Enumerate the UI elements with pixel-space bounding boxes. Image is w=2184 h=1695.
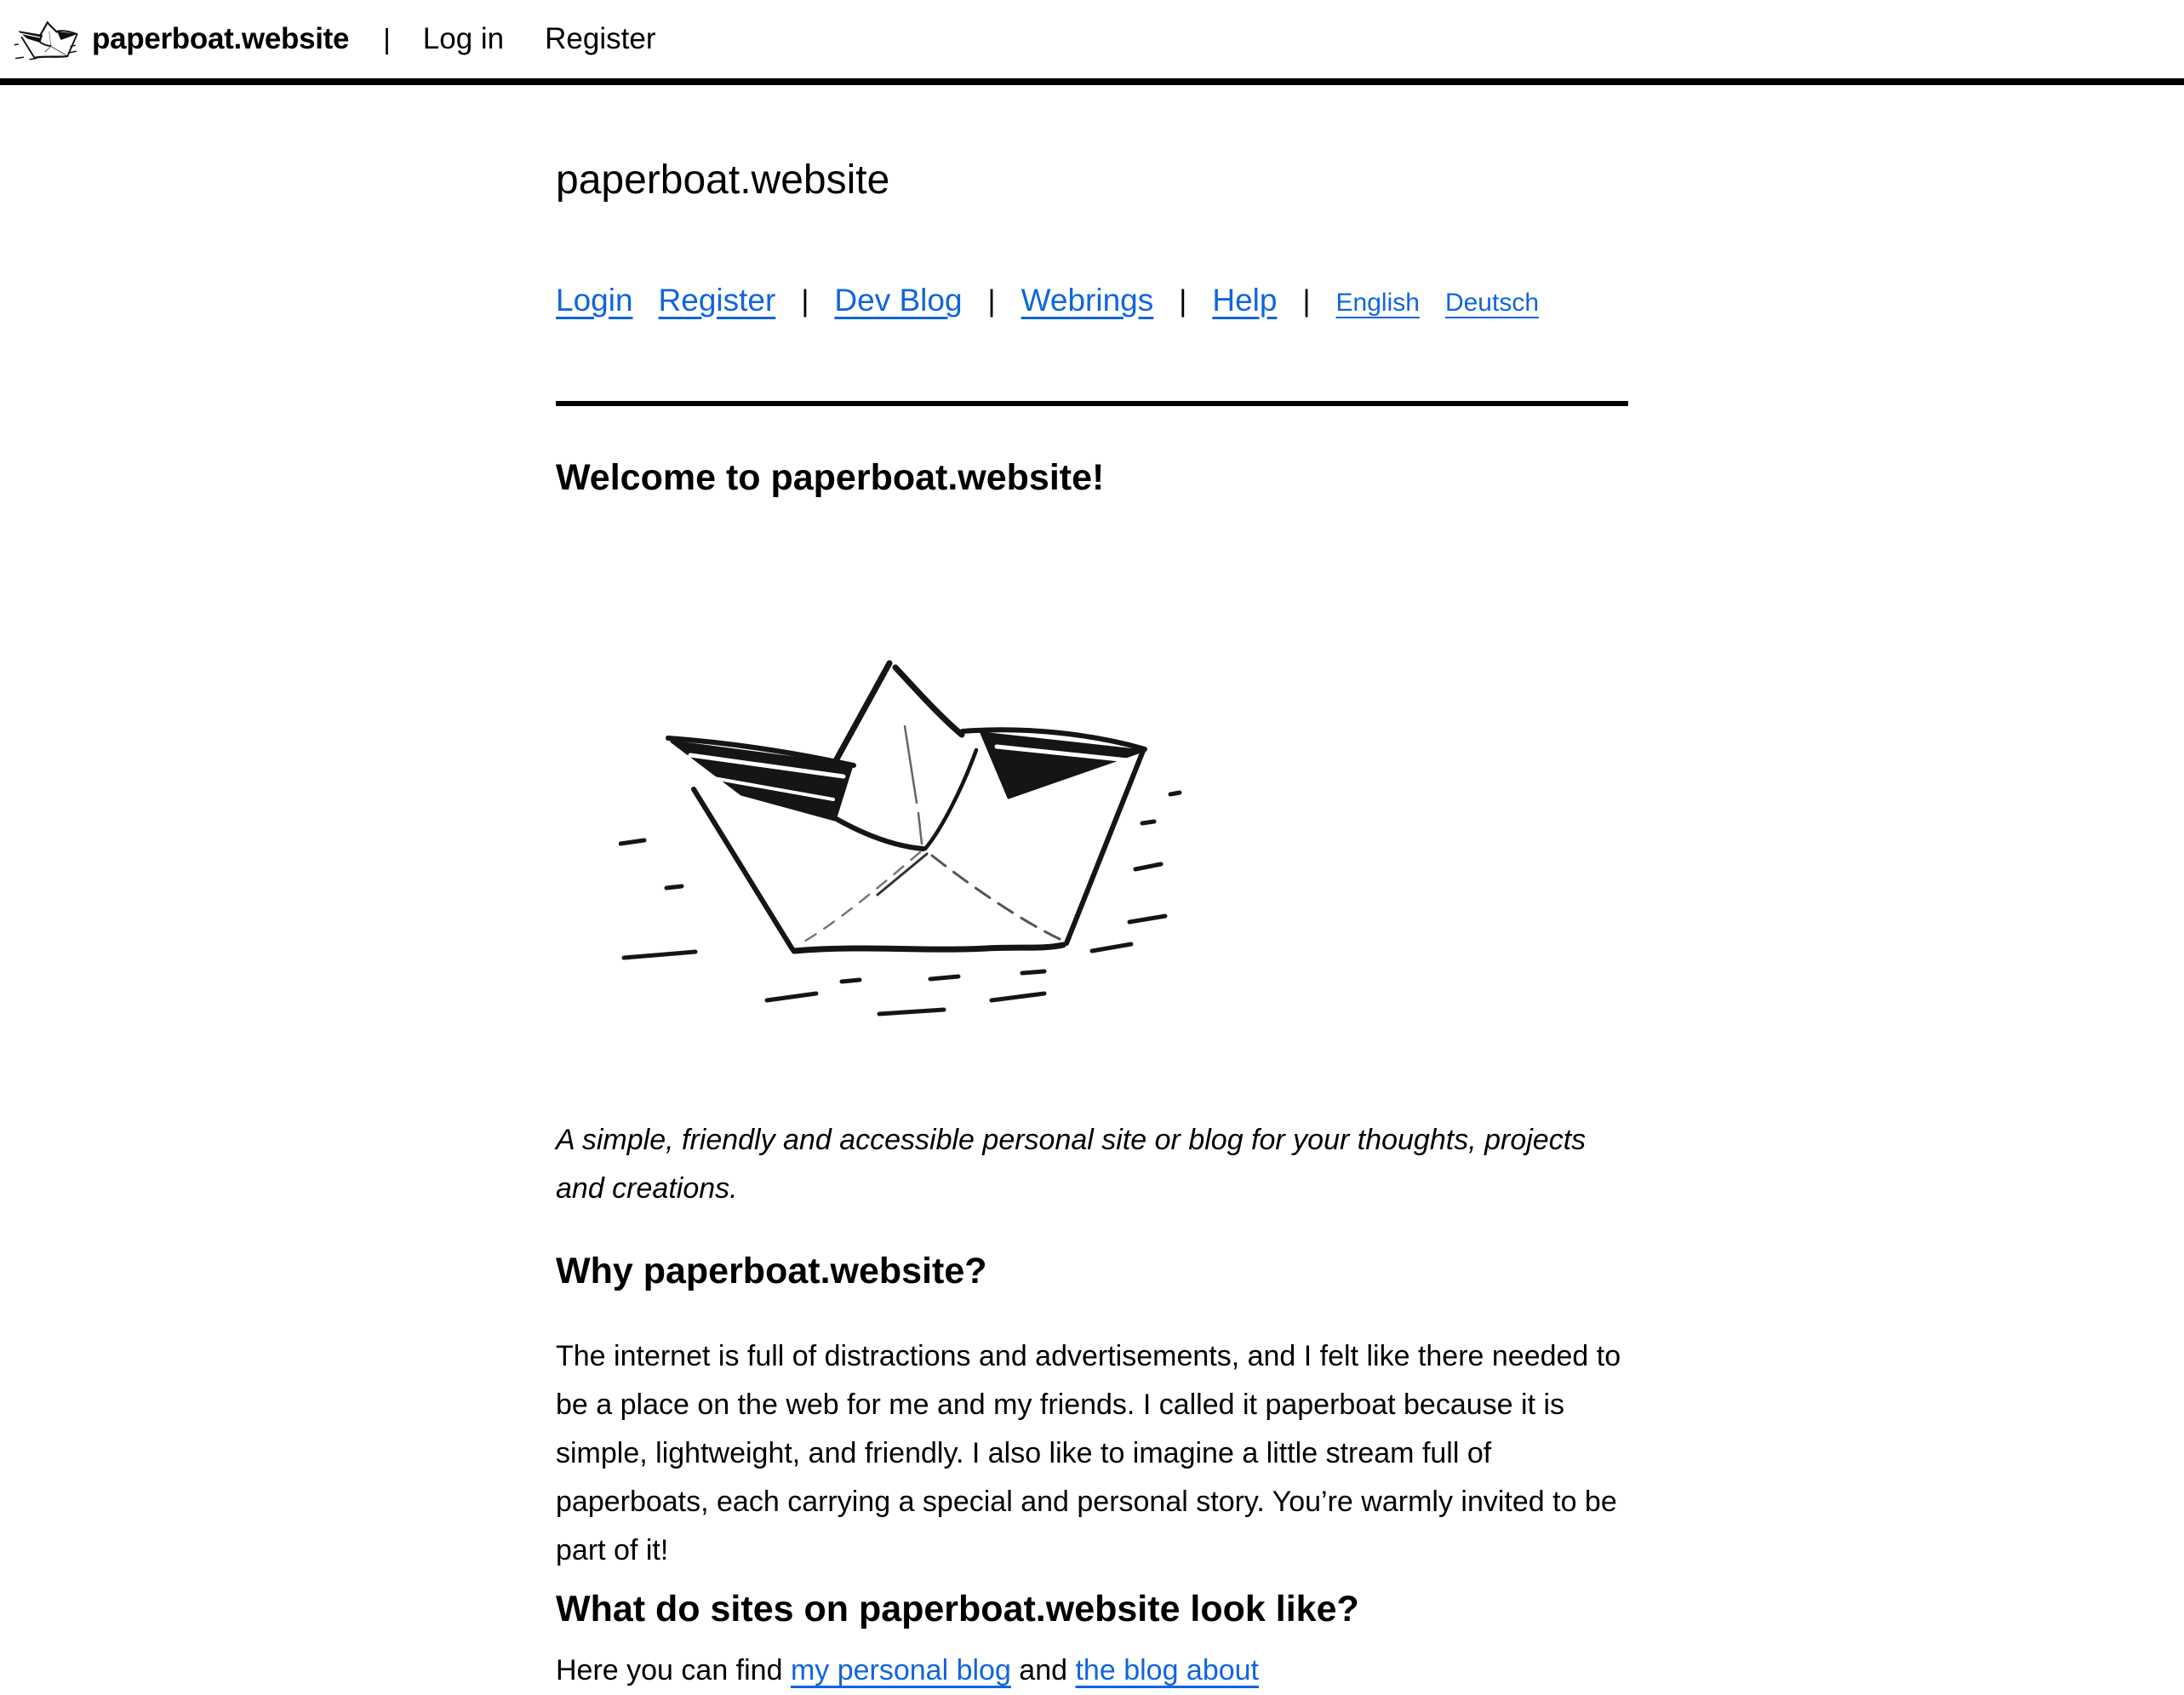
nav-language-deutsch-link[interactable]: Deutsch: [1444, 289, 1540, 317]
personal-blog-link[interactable]: my personal blog: [790, 1654, 1011, 1686]
header-separator: |: [383, 23, 391, 54]
nav-separator: |: [801, 284, 809, 318]
paperboat-drawing: [619, 638, 1232, 1029]
site-brand: paperboat.website: [92, 22, 350, 55]
nav-dev-blog-link[interactable]: Dev Blog: [834, 283, 963, 318]
welcome-heading: Welcome to paperboat.website!: [556, 457, 1105, 498]
paperboat-logo-icon: [14, 20, 78, 60]
look-heading: What do sites on paperboat.website look like?: [556, 1589, 1359, 1629]
content-column: [556, 157, 1628, 1695]
why-paragraph: The internet is full of distractions and advertisements, and I felt like there needed to be a place on the web for me and my friends. I called it paperboat because it is simple, lightweight, and friendly. I also like to imagine a little stream full of paperboats, each carrying a special and personal story. You’re warmly invited to be part of it!: [556, 1340, 1621, 1566]
look-paragraph-prefix: Here you can find: [556, 1654, 791, 1686]
nav-help-link[interactable]: Help: [1212, 283, 1278, 318]
nav-language-english-link[interactable]: English: [1335, 289, 1420, 317]
register-link[interactable]: Register: [545, 22, 656, 55]
why-heading: Why paperboat.website?: [556, 1251, 987, 1291]
look-paragraph: [556, 1646, 1628, 1695]
paperboat-illustration: [619, 638, 1232, 1029]
site-nav: [556, 281, 1628, 323]
nav-login-link[interactable]: Login: [556, 283, 633, 318]
content-divider: [556, 401, 1628, 406]
nav-separator: |: [1179, 284, 1187, 318]
nav-separator: |: [987, 284, 996, 318]
nav-register-link[interactable]: Register: [658, 283, 776, 318]
look-paragraph-middle: and: [1010, 1654, 1076, 1686]
about-blog-link[interactable]: the blog about: [1075, 1654, 1260, 1686]
tagline: A simple, friendly and accessible personal site or blog for your thoughts, projects and creations.: [556, 1124, 1587, 1205]
nav-webrings-link[interactable]: Webrings: [1021, 283, 1154, 318]
log-in-link[interactable]: Log in: [422, 22, 505, 55]
nav-separator: |: [1302, 284, 1311, 318]
top-bar: [0, 0, 2184, 85]
page-title: paperboat.website: [556, 157, 890, 203]
